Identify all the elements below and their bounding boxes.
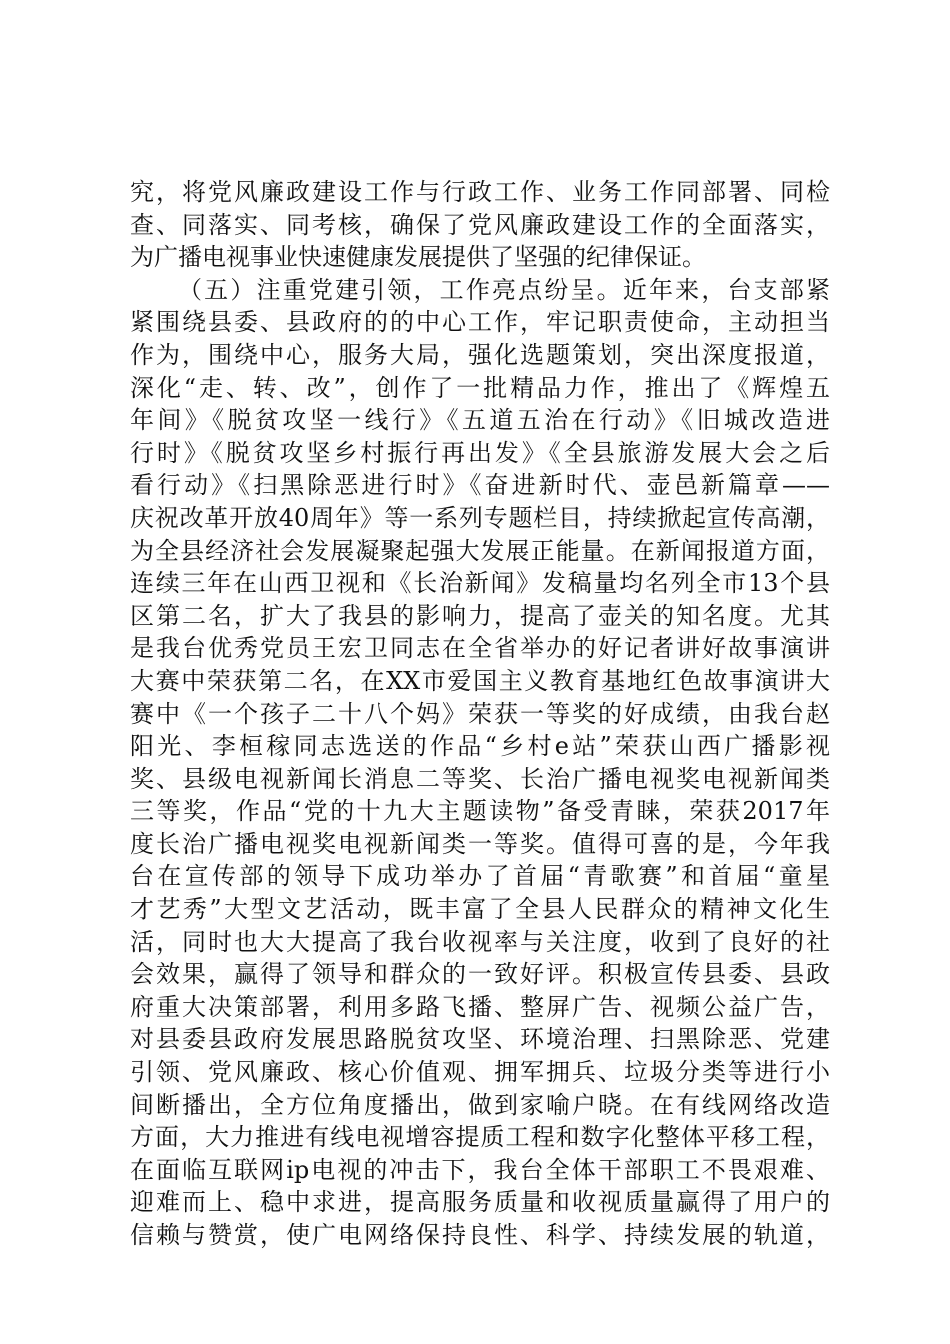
text-line: 阳光、李桓稼同志选送的作品“乡村e站”荣获山西广播影视: [130, 732, 830, 761]
text-line: 信赖与赞赏，使广电网络保持良性、科学、持续发展的轨道，: [130, 1221, 830, 1249]
text-line: 为全县经济社会发展凝聚起强大发展正能量。在新闻报道方面，: [130, 536, 830, 565]
text-line: 府重大决策部署，利用多路飞播、整屏广告、视频公益广告，: [130, 992, 830, 1021]
text-line: 连续三年在山西卫视和《长治新闻》发稿量均名列全市13个县: [130, 569, 830, 598]
text-line: 庆祝改革开放40周年》等一系列专题栏目，持续掀起宣传高潮，: [130, 503, 830, 532]
text-line: 深化“走、转、改”，创作了一批精品力作，推出了《辉煌五: [130, 373, 830, 402]
paragraph-1: [130, 176, 830, 274]
text-line: 查、同落实、同考核，确保了党风廉政建设工作的全面落实，: [130, 210, 830, 239]
text-line: 区第二名，扩大了我县的影响力，提高了壶关的知名度。尤其: [130, 601, 830, 630]
text-line: 对县委县政府发展思路脱贫攻坚、环境治理、扫黑除恶、党建: [130, 1025, 830, 1054]
text-line: 台在宣传部的领导下成功举办了首届“青歌赛”和首届“童星: [130, 862, 830, 891]
text-line: 才艺秀”大型文艺活动，既丰富了全县人民群众的精神文化生: [130, 895, 830, 924]
text-line: 作为，围绕中心，服务大局，强化选题策划，突出深度报道，: [130, 340, 830, 369]
text-line: 紧围绕县委、县政府的的中心工作，牢记职责使命，主动担当: [130, 308, 830, 337]
text-line: 迎难而上、稳中求进，提高服务质量和收视质量赢得了用户的: [130, 1188, 830, 1217]
text-line: 为广播电视事业快速健康发展提供了坚强的纪律保证。: [130, 243, 706, 272]
text-line: 大赛中荣获第二名，在XX市爱国主义教育基地红色故事演讲大: [130, 666, 830, 695]
text-line: 看行动》《扫黑除恶进行时》《奋进新时代、壶邑新篇章——: [130, 471, 830, 500]
text-line: 奖、县级电视新闻长消息二等奖、长治广播电视奖电视新闻类: [130, 764, 830, 793]
text-line: 度长治广播电视奖电视新闻类一等奖。值得可喜的是，今年我: [130, 829, 830, 858]
text-line: 年间》《脱贫攻坚一线行》《五道五治在行动》《旧城改造进: [130, 406, 830, 435]
text-line: 三等奖，作品“党的十九大主题读物”备受青睐，荣获2017年: [130, 797, 830, 826]
document-body: [130, 176, 830, 1252]
text-line: 间断播出，全方位角度播出，做到家喻户晓。在有线网络改造: [130, 1090, 830, 1119]
text-line: 赛中《一个孩子二十八个妈》荣获一等奖的好成绩，由我台赵: [130, 699, 830, 728]
text-line: 究，将党风廉政建设工作与行政工作、业务工作同部署、同检: [130, 178, 830, 206]
text-line: 活，同时也大大提高了我台收视率与关注度，收到了良好的社: [130, 927, 830, 956]
text-line: 引领、党风廉政、核心价值观、拥军拥兵、垃圾分类等进行小: [130, 1058, 830, 1087]
paragraph-2: [130, 274, 830, 1252]
text-line: 会效果，赢得了领导和群众的一致好评。积极宣传县委、县政: [130, 960, 830, 989]
text-line: 在面临互联网ip电视的冲击下，我台全体干部职工不畏艰难、: [130, 1155, 830, 1184]
text-line: 是我台优秀党员王宏卫同志在全省举办的好记者讲好故事演讲: [130, 634, 830, 663]
text-line: （五）注重党建引领，工作亮点纷呈。近年来，台支部紧: [178, 275, 830, 304]
text-line: 方面，大力推进有线电视增容提质工程和数字化整体平移工程，: [130, 1123, 830, 1152]
text-line: 行时》《脱贫攻坚乡村振行再出发》《全县旅游发展大会之后: [130, 438, 830, 467]
